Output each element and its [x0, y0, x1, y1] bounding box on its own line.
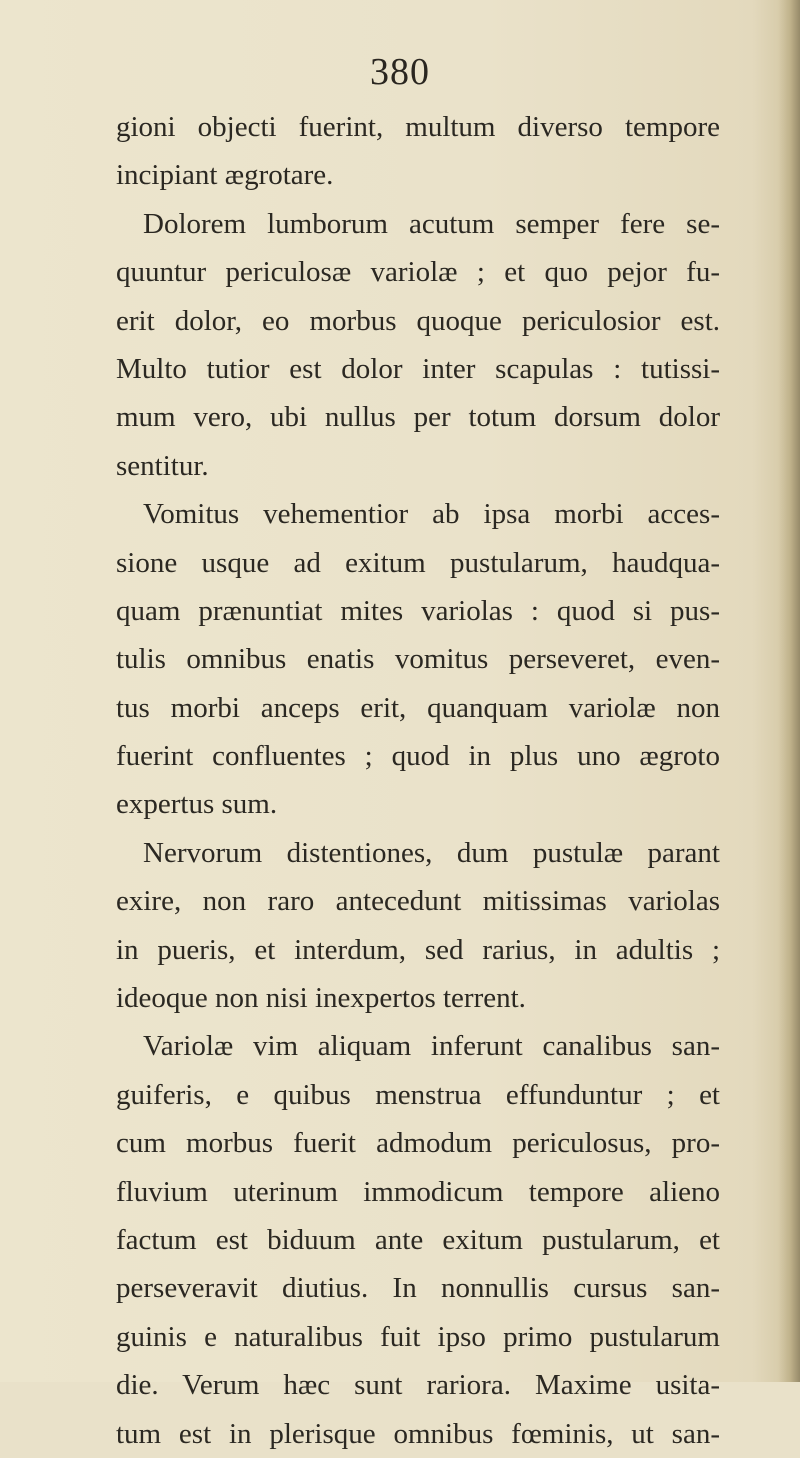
text-line: ideoque non nisi inexpertos terrent. — [116, 982, 526, 1015]
text-line: perseveravit diutius. In nonnullis cursus san- — [116, 1272, 720, 1305]
text-line: tus morbi anceps erit, quanquam variolæ non — [116, 691, 720, 724]
text-line: exire, non raro antecedunt mitissimas variolas — [116, 885, 720, 918]
text-line: guinis e naturalibus fuit ipso primo pustularum — [116, 1320, 720, 1353]
text-line: Nervorum distentiones, dum pustulæ parant — [143, 836, 720, 869]
text-line: erit dolor, eo morbus quoque periculosior est. — [116, 304, 720, 337]
body-text — [116, 103, 720, 1458]
text-line: fluvium uterinum immodicum tempore alieno — [116, 1175, 720, 1208]
text-line: expertus sum. — [116, 788, 278, 821]
text-line: cum morbus fuerit admodum periculosus, pro- — [116, 1127, 720, 1160]
text-line: tum est in plerisque omnibus fœminis, ut san- — [116, 1417, 720, 1450]
text-line: quam prænuntiat mites variolas : quod si pus- — [116, 594, 720, 627]
page-edge-shadow — [778, 0, 800, 1382]
page-number: 380 — [370, 51, 430, 93]
text-line: gioni objecti fuerint, multum diverso tempore — [116, 111, 720, 143]
text-line: die. Verum hæc sunt rariora. Maxime usita- — [116, 1369, 720, 1402]
text-line: sentitur. — [116, 449, 209, 482]
text-line: incipiant ægrotare. — [116, 159, 334, 192]
text-line: sione usque ad exitum pustularum, haudqua- — [116, 546, 720, 579]
text-line: Multo tutior est dolor inter scapulas : tutissi- — [116, 352, 720, 385]
text-line: tulis omnibus enatis vomitus perseveret, even- — [116, 643, 720, 676]
text-line: factum est biduum ante exitum pustularum, et — [116, 1223, 720, 1256]
text-line: fuerint confluentes ; quod in plus uno ægroto — [116, 740, 720, 773]
text-line: Vomitus vehementior ab ipsa morbi acces- — [143, 498, 720, 531]
text-line: quuntur periculosæ variolæ ; et quo pejor fu- — [116, 256, 720, 289]
text-line: in pueris, et interdum, sed rarius, in adultis ; — [116, 933, 720, 966]
text-line: mum vero, ubi nullus per totum dorsum dolor — [116, 401, 720, 434]
text-line: Dolorem lumborum acutum semper fere se- — [143, 207, 720, 240]
text-line: guiferis, e quibus menstrua effunduntur ; et — [116, 1078, 720, 1111]
text-line: Variolæ vim aliquam inferunt canalibus san- — [143, 1030, 720, 1063]
